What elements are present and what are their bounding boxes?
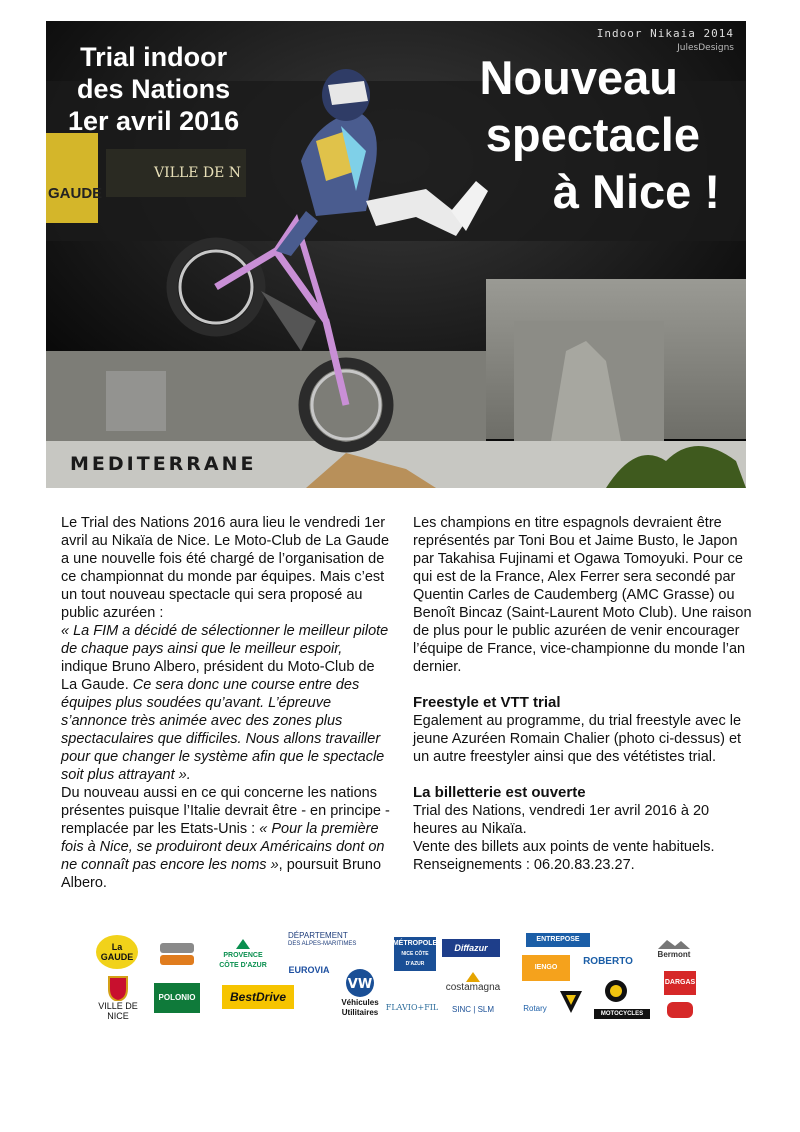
bestdrive-logo: BestDrive [222, 985, 294, 1009]
rotary-logo: Rotary [523, 1004, 547, 1013]
s3-emblem-icon [666, 1001, 694, 1019]
headline [480, 49, 721, 220]
shield-icon [558, 989, 584, 1015]
ville-de-nice-sign-text: VILLE DE N [154, 165, 242, 181]
quote: « Pour la première fois à Nice, se produiront deux Américains dont on ne connaît pas encore les noms » [61, 821, 385, 873]
headline-line1: Nouveau [479, 51, 678, 104]
costamagna-logo: costamagna [438, 967, 508, 997]
sponsor-logos [90, 925, 710, 1025]
mediterranee-banner-text: MEDITERRANE [70, 453, 257, 475]
motocycles-logo: MOTOCYCLES [594, 1009, 650, 1019]
la-gaude-banner-text: GAUDE [48, 185, 103, 202]
diffazur-logo: Diffazur [442, 939, 500, 957]
volkswagen-logo: VW Véhicules Utilitaires [340, 961, 380, 1025]
roberto-logo: ROBERTO [583, 956, 633, 967]
event-name-line1: Trial indoor [80, 42, 228, 72]
badge-icon [604, 979, 628, 1003]
quote: Ce sera donc une course entre des équipes plus soudées qu’avant. L’épreuve s’annonce très animée avec des zones plus spectaculaires que difficiles. Nous allons travailler pour que changer le système afin que le spectacle soit plus attrayant ». [61, 677, 385, 783]
flavio-fil-logo: FLAVIO+FIL [385, 1003, 439, 1012]
photo-watermark: Indoor Nikaia 2014 [596, 27, 734, 40]
svg-text:VW: VW [347, 977, 373, 992]
ryder-emblem-icon [158, 939, 196, 969]
article-paragraph: Le Trial des Nations 2016 aura lieu le vendredi 1er avril au Nikaïa de Nice. Le Moto-Club de La Gaude a une nouvelle fois été chargé de l’organisation de ce championnat du monde par équipes. Mais c’est un tout nouveau spectacle qui sera proposé au public azuréen : « La FIM a décidé de sélectionner le meilleur pilote de chaque pays ainsi que le meilleur espoir, indique Bruno Albero, président du Moto-Club de La Gaude. Ce sera donc une course entre des équipes plus soudées qu’avant. L’épreuve s’annonce très animée avec des zones plus spectaculaires que difficiles. Nous allons travailler pour que changer le système afin que le spectacle soit plus attrayant ». [61, 515, 390, 783]
contact-phone: Renseignements : 06.20.83.23.27. [413, 857, 635, 873]
hero-photo [46, 21, 746, 488]
nice-coat-of-arms-icon [107, 975, 129, 1001]
quote: « La FIM a décidé de sélectionner le meilleur pilote de chaque pays ainsi que le meilleur espoir, [61, 623, 389, 657]
vw-emblem-icon [345, 968, 375, 998]
club-shield-logo [558, 989, 584, 1015]
round-badge-logo [604, 979, 628, 1003]
event-info [68, 41, 239, 137]
credit-agricole-icon [234, 937, 252, 951]
entrepose-logo: ENTREPOSE [526, 933, 590, 947]
eurovia-logo: EUROVIA [288, 965, 330, 975]
bermont-logo: Bermont [646, 935, 702, 963]
ryder-logo [158, 939, 196, 969]
event-name-line2: des Nations [77, 74, 231, 104]
headline-line3: à Nice ! [552, 165, 720, 218]
event-date: 1er avril 2016 [68, 106, 240, 136]
dargas-logo: DARGAS [664, 971, 696, 995]
departement-logo: DÉPARTEMENT DES ALPES-MARITIMES [288, 931, 357, 947]
photo-credit: JulesDesigns [677, 43, 734, 53]
section-heading-freestyle: Freestyle et VTT trial [413, 694, 561, 711]
metropole-logo: MÉTROPOLE NICE CÔTE D'AZUR [394, 937, 436, 971]
section-heading-billetterie: La billetterie est ouverte [413, 784, 586, 801]
article-column-left [61, 514, 391, 892]
ticket-info: Trial des Nations, vendredi 1er avril 2016 à 20 heures au Nikaïa. [413, 803, 710, 837]
article-paragraph: Egalement au programme, du trial freestyle avec le jeune Azuréen Romain Chalier (photo ci-dessus) et un autre freestyler ainsi que des vététistes trial. [413, 713, 742, 765]
ticket-sales: Vente des billets aux points de vente habituels. [413, 839, 715, 855]
article-paragraph: Les champions en titre espagnols devraient être représentés par Toni Bou et Jaime Busto, le Japon par Takahisa Fujinami et Ogawa Tomoyuki. Pour ce qui est de la France, Alex Ferrer sera secondé par Quentin Carles de Caudemberg (AMC Grasse) ou Benoît Bincaz (Saint-Laurent Moto Club). Une raison de plus pour le public azuréen de venir encourager l’équipe de France, vice-championne du monde l’an dernier. [413, 515, 752, 675]
ville-de-nice-logo: VILLE DE NICE [90, 975, 146, 1021]
credit-agricole-logo: PROVENCE CÔTE D'AZUR [218, 937, 268, 971]
mountain-icon [657, 938, 691, 950]
s3-logo [666, 1001, 694, 1019]
article-column-right [413, 514, 753, 874]
headline-line2: spectacle [485, 108, 700, 161]
sinc-slm-logo: SINC | SLM [451, 1005, 495, 1014]
polonio-logo: POLONIO [154, 983, 200, 1013]
iengo-logo: IENGO [522, 955, 570, 981]
la-gaude-logo: La GAUDE [96, 935, 138, 969]
article-paragraph: Du nouveau aussi en ce qui concerne les nations présentes puisque l’Italie devrait être - en principe - remplacée par les Etats-Unis : « Pour la première fois à Nice, se produiront deux Américains dont on ne connaît pas encore les noms », poursuit Bruno Albero. [61, 785, 390, 891]
